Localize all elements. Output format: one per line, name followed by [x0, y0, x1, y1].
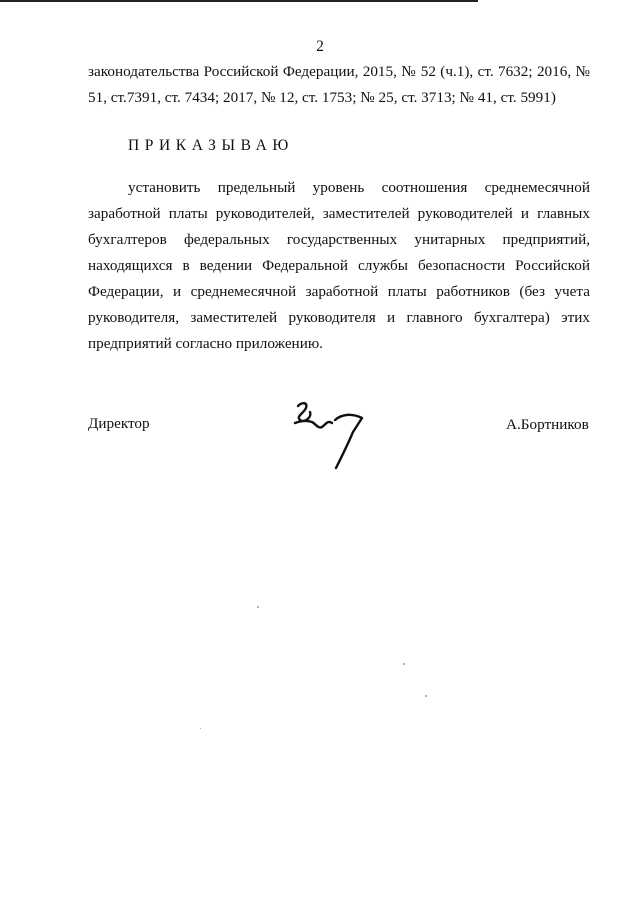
scan-speck: [403, 663, 405, 665]
handwritten-signature: [290, 396, 370, 474]
order-body-paragraph: установить предельный уровень соотношения среднемесячной заработной платы руководителей, заместителей руководителей и главных бухгалтеров федеральных государственных унитарных предприятий, находящихся в ведении Федеральной службы безопасности Российской Федерации, и среднемесячной заработной платы работников (без учета руководителя, заместителей руководителя и главного бухгалтера) этих предприятий согласно приложению.: [88, 179, 590, 352]
scan-speck: [200, 728, 201, 729]
signer-title: Директор: [88, 415, 150, 432]
top-border-line: [0, 0, 478, 2]
signer-name: А.Бортников: [506, 416, 589, 433]
page-number: 2: [316, 38, 324, 55]
legal-reference-paragraph: законодательства Российской Федерации, 2015, № 52 (ч.1), ст. 7632; 2016, № 51, ст.7391, ст. 7434; 2017, № 12, ст. 1753; № 25, ст. 3713; № 41, ст. 5991): [88, 63, 590, 106]
order-heading: ПРИКАЗЫВАЮ: [128, 137, 294, 154]
scan-speck: [257, 606, 259, 608]
scan-speck: [425, 695, 427, 697]
